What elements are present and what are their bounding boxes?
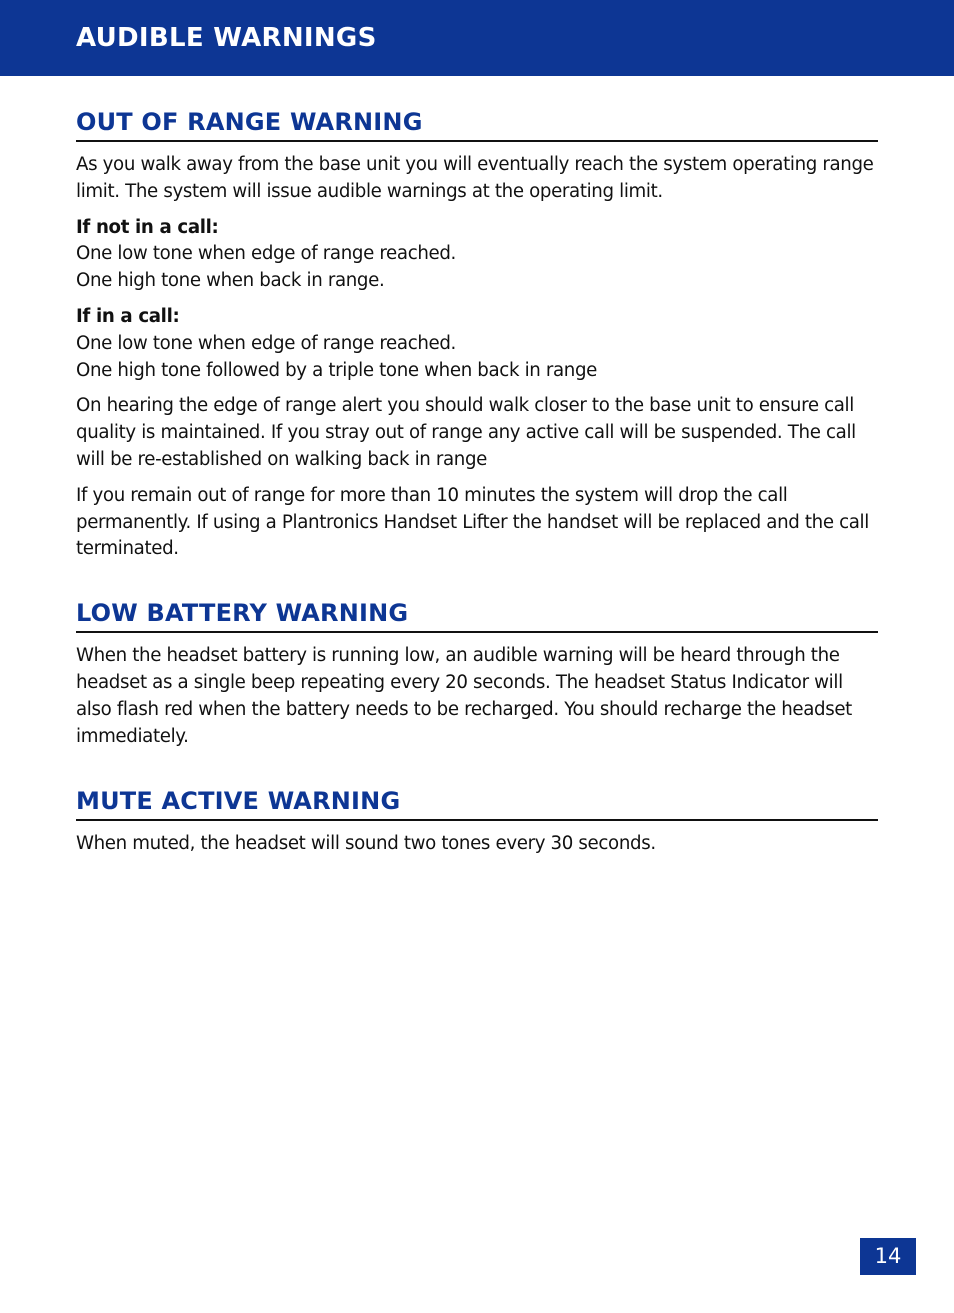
not-in-call-block [76, 215, 878, 295]
section-low-battery [76, 595, 878, 750]
in-call-line-1: One low tone when edge of range reached. [76, 332, 456, 354]
page-title: AUDIBLE WARNINGS [76, 23, 377, 53]
page-content [76, 104, 878, 858]
not-in-call-line-1: One low tone when edge of range reached. [76, 243, 456, 265]
in-call-block [76, 304, 878, 384]
section-title-out-of-range: OUT OF RANGE WARNING [76, 104, 878, 142]
mute-active-paragraph: When muted, the headset will sound two tones every 30 seconds. [76, 833, 656, 855]
section-title-low-battery: LOW BATTERY WARNING [76, 595, 878, 633]
range-alert-paragraph: On hearing the edge of range alert you should walk closer to the base unit to ensure call quality is maintained. If you stray out of range any active call will be suspended. The call will be re-established on walking back in range [76, 395, 856, 470]
page-number-badge: 14 [860, 1238, 916, 1275]
out-of-range-intro: As you walk away from the base unit you will eventually reach the system operating range limit. The system will issue audible warnings at the operating limit. [76, 154, 874, 202]
in-call-line-2: One high tone followed by a triple tone when back in range [76, 359, 598, 381]
section-title-mute-active: MUTE ACTIVE WARNING [76, 783, 878, 821]
low-battery-paragraph: When the headset battery is running low, an audible warning will be heard through the headset as a single beep repeating every 20 seconds. The headset Status Indicator will also flash red when the battery needs to be recharged. You should recharge the headset immediately. [76, 645, 852, 747]
call-drop-paragraph: If you remain out of range for more than 10 minutes the system will drop the call permanently. If using a Plantronics Handset Lifter the handset will be replaced and the call terminated. [76, 484, 869, 560]
not-in-call-label: If not in a call: [76, 216, 219, 238]
section-mute-active [76, 783, 878, 858]
section-out-of-range [76, 104, 878, 563]
not-in-call-line-2: One high tone when back in range. [76, 270, 385, 292]
header-bar [0, 0, 954, 76]
in-call-label: If in a call: [76, 305, 180, 327]
